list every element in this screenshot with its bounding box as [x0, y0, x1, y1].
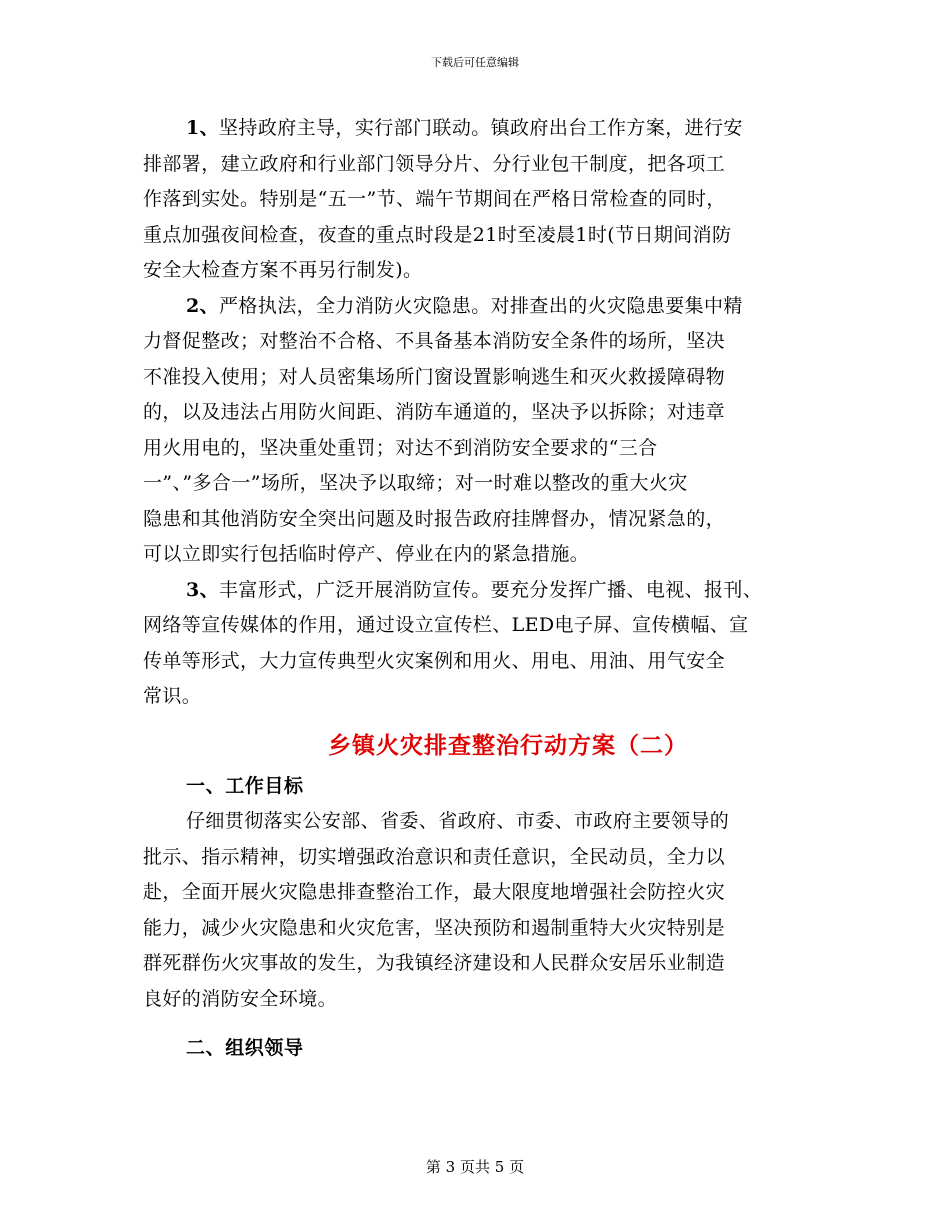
paragraph-2-line-8: 可以立即实行包括临时停产、停业在内的紧急措施。	[143, 543, 590, 565]
paragraph-3-line-3: 传单等形式，大力宣传典型火灾案例和用火、用电、用油、用气安全	[143, 649, 726, 672]
paragraph-2-line-7: 隐患和其他消防安全突出问题及时报告政府挂牌督办，情况紧急的，	[143, 507, 726, 530]
page-header: 下载后可任意编辑	[431, 56, 519, 69]
paragraph-2-line-2: 力督促整改；对整治不合格、不具备基本消防安全条件的场所，坚决	[143, 330, 726, 352]
paragraph-4-line-5: 群死群伤火灾事故的发生，为我镇经济建设和人民群众安居乐业制造	[143, 952, 726, 974]
paragraph-3-line-2: 网络等宣传媒体的作用，通过设立宣传栏、LED电子屏、宣传横幅、宣	[143, 614, 749, 636]
paragraph-2-line-5: 用火用电的，坚决重处重罚；对达不到消防安全要求的“三合	[143, 436, 658, 459]
paragraph-4-line-2: 批示、指示精神，切实增强政治意识和责任意识，全民动员，全力以	[143, 845, 726, 868]
paragraph-1-line-2: 排部署，建立政府和行业部门领导分片、分行业包干制度，把各项工	[143, 152, 726, 175]
paragraph-4-line-4: 能力，减少火灾隐患和火灾危害，坚决预防和遏制重特大火灾特别是	[143, 916, 726, 939]
paragraph-2-line-3: 不准投入使用；对人员密集场所门窗设置影响逃生和灭火救援障碍物	[143, 365, 726, 388]
paragraph-4-line-6: 良好的消防安全环境。	[143, 987, 338, 1010]
paragraph-4-line-1: 仔细贯彻落实公安部、省委、省政府、市委、市政府主要领导的	[186, 810, 730, 832]
section-heading-2: 二、组织领导	[186, 1037, 304, 1059]
paragraph-1-line-5: 安全大检查方案不再另行制发)。	[143, 259, 423, 281]
paragraph-2-line-4: 的，以及违法占用防火间距、消防车通道的，坚决予以拆除；对违章	[143, 401, 726, 423]
item-number: 1、	[186, 117, 220, 139]
document-title: 乡镇火灾排查整治行动方案（二）	[328, 731, 688, 759]
paragraph-1-line-4: 重点加强夜间检查，夜查的重点时段是21时至凌晨1时(节日期间消防	[143, 223, 732, 246]
paragraph-2-line-1: 2、严格执法，全力消防火灾隐患。对排查出的火灾隐患要集中精	[186, 294, 743, 317]
paragraph-3-line-4: 常识。	[143, 685, 202, 707]
page-footer: 第 3 页共 5 页	[425, 1158, 525, 1176]
paragraph-4-line-3: 赴，全面开展火灾隐患排查整治工作，最大限度地增强社会防控火灾	[143, 881, 726, 903]
item-number: 3、	[186, 578, 220, 601]
paragraph-2-line-6: 一”、”多合一”场所，坚决予以取缔；对一时难以整改的重大火灾	[143, 472, 688, 494]
document-body	[143, 111, 813, 1067]
item-number: 2、	[186, 294, 220, 317]
paragraph-1-line-3: 作落到实处。特别是“五一”节、端午节期间在严格日常检查的同时，	[143, 188, 726, 210]
section-heading-1: 一、工作目标	[186, 774, 304, 797]
paragraph-3-line-1: 3、丰富形式，广泛开展消防宣传。要充分发挥广播、电视、报刊、	[186, 578, 763, 601]
paragraph-1-line-1: 1、坚持政府主导，实行部门联动。镇政府出台工作方案，进行安	[186, 117, 743, 139]
